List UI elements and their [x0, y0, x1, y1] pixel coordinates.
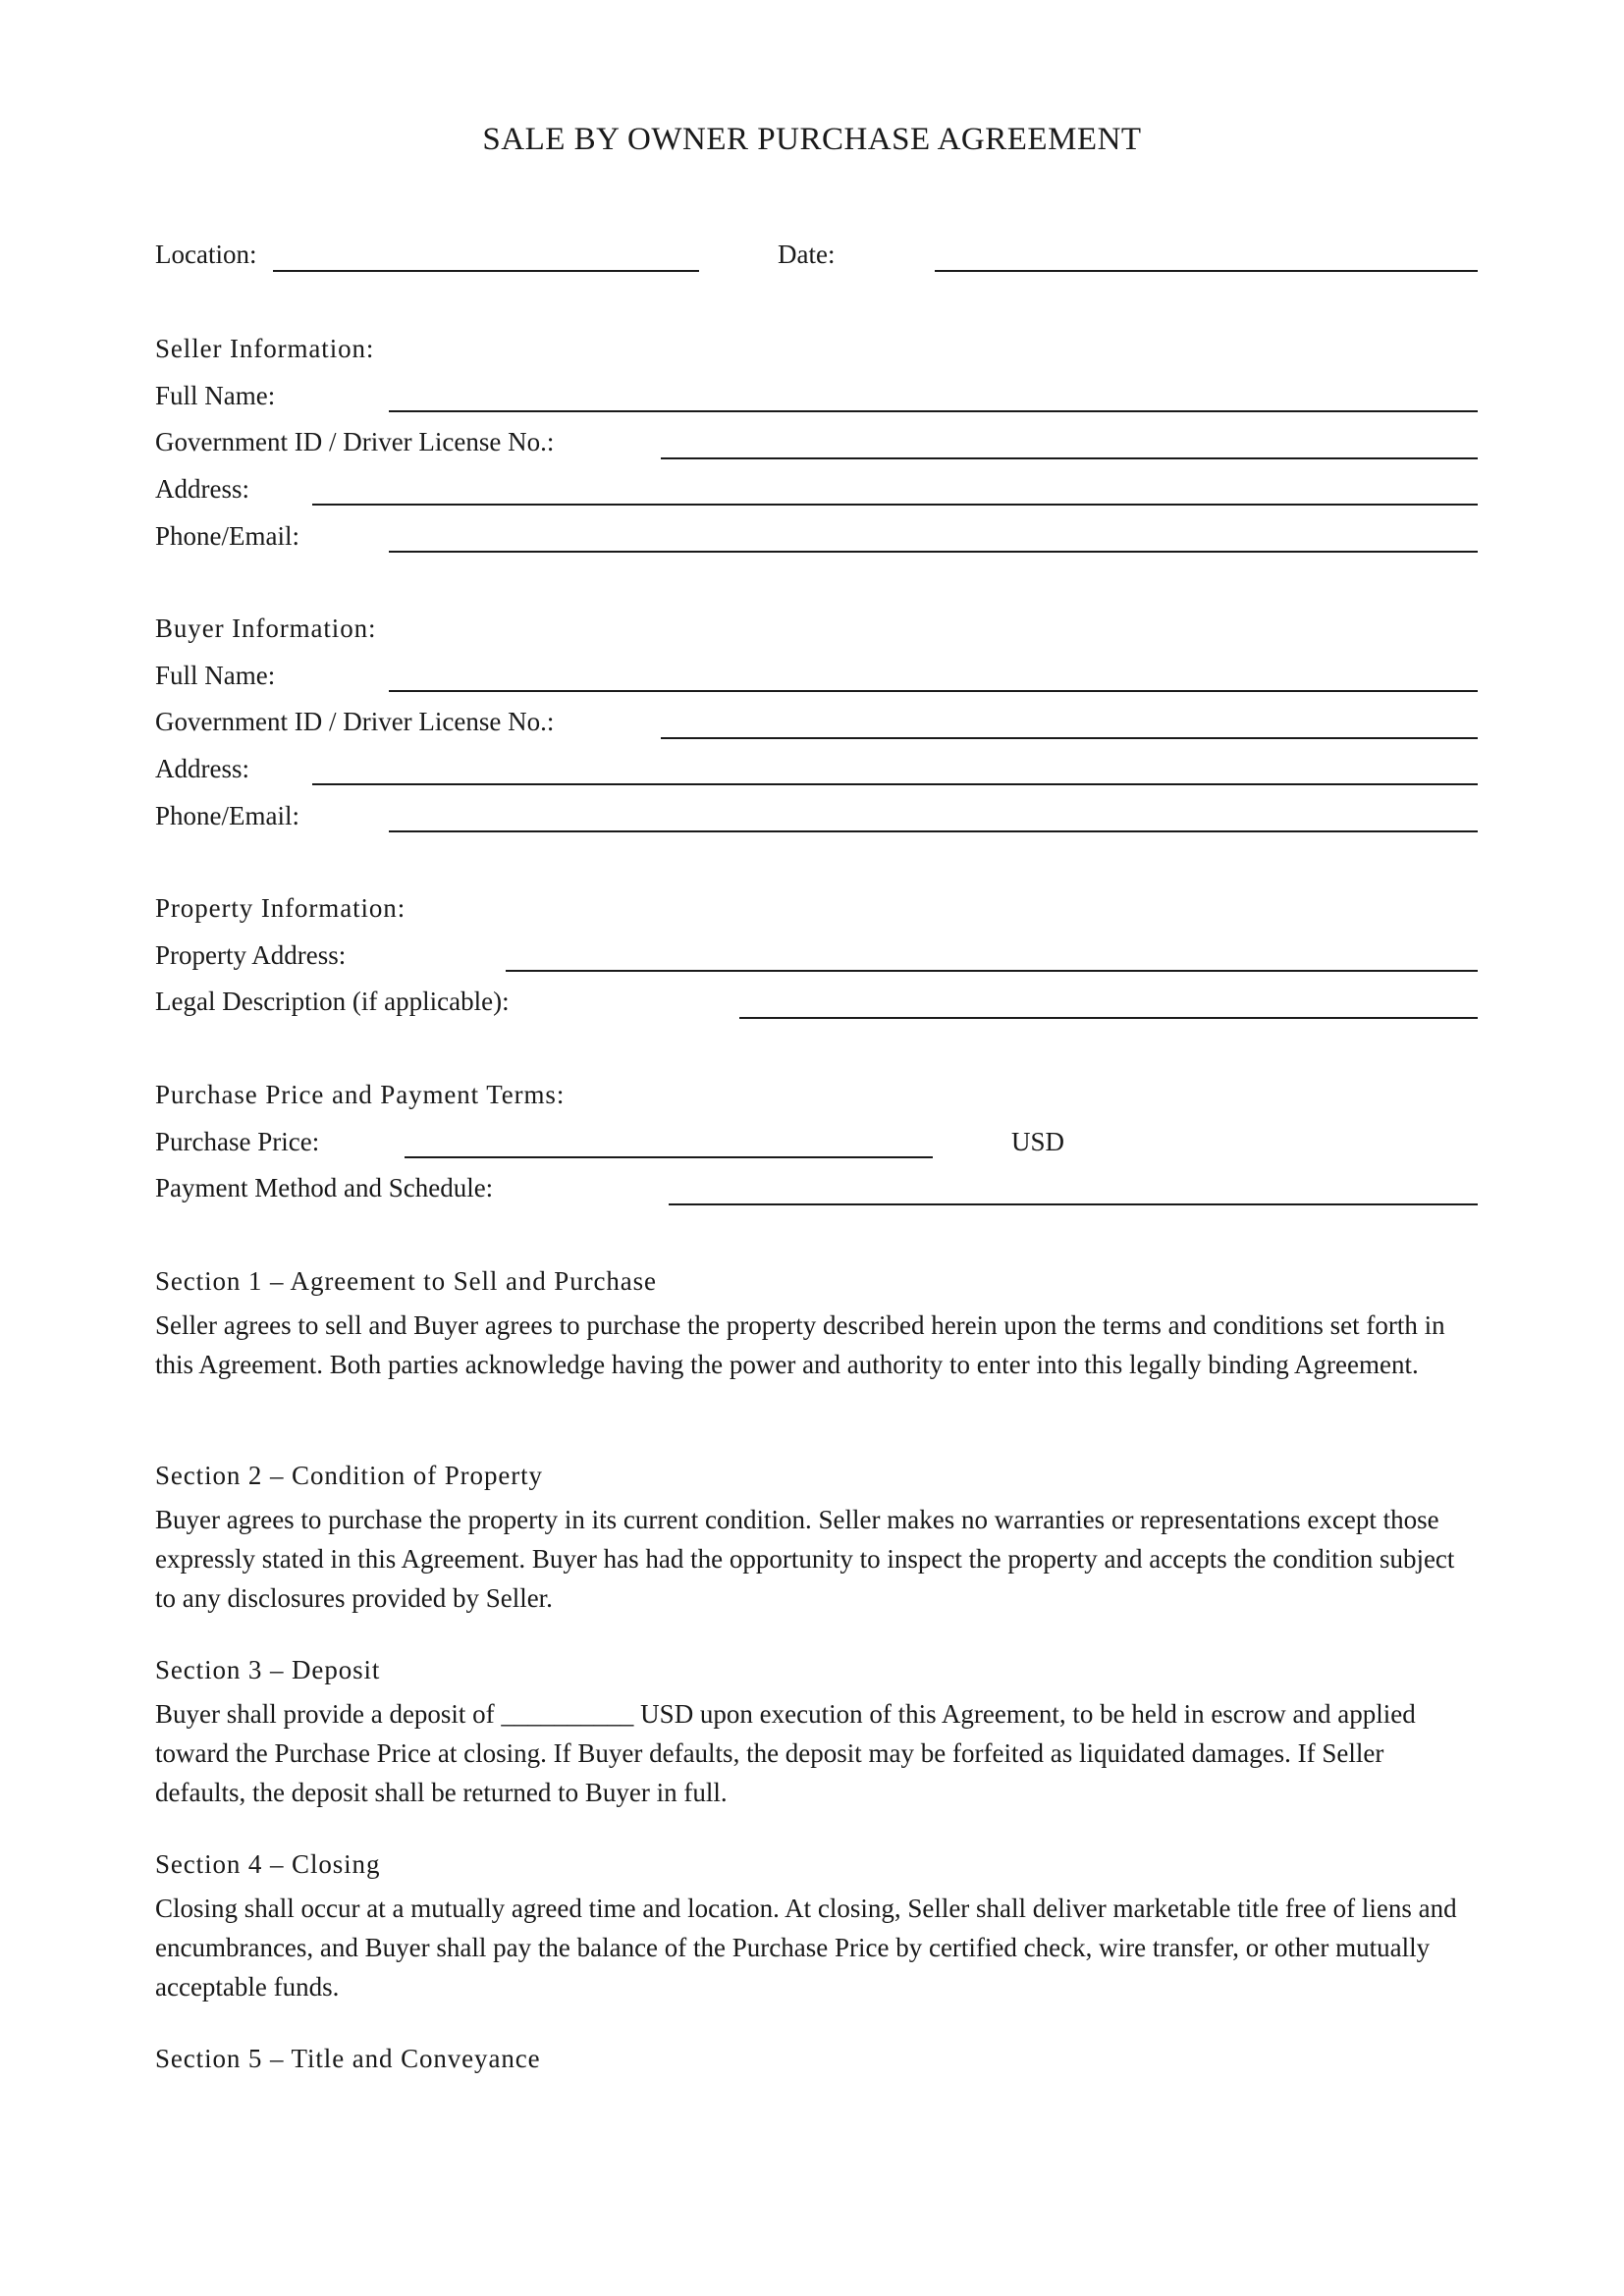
buyer-full-name-label: Full Name: [155, 661, 276, 690]
section-3-heading: Section 3 – Deposit [155, 1655, 381, 1684]
legal-description-field-line[interactable] [739, 1017, 1478, 1019]
seller-full-name-label: Full Name: [155, 381, 276, 410]
seller-info-heading: Seller Information: [155, 334, 375, 363]
currency-label: USD [1011, 1127, 1065, 1156]
location-field-line[interactable] [273, 270, 699, 272]
property-address-label: Property Address: [155, 940, 347, 970]
section-2-body: Buyer agrees to purchase the property in its current condition. Seller makes no warranties or representations except those expressly stated in this Agreement. Buyer has had the opportunity to inspect the property and accepts the condition subject to any disclosures provided by Seller. [155, 1505, 1455, 1613]
payment-method-field-line[interactable] [669, 1203, 1478, 1205]
seller-full-name-field-line[interactable] [389, 410, 1478, 412]
date-label: Date: [778, 240, 836, 269]
location-label: Location: [155, 240, 257, 269]
section-4-body: Closing shall occur at a mutually agreed time and location. At closing, Seller shall deliver marketable title free of liens and encumbrances, and Buyer shall pay the balance of the Purchase Price by certified check, wire transfer, or other mutually acceptable funds. [155, 1894, 1457, 2002]
buyer-info-heading: Buyer Information: [155, 614, 377, 643]
seller-phone-email-field-line[interactable] [389, 551, 1478, 553]
section-1-body: Seller agrees to sell and Buyer agrees to purchase the property described herein upon the terms and conditions set forth in this Agreement. Both parties acknowledge having the power and authority to enter into this legally binding Agreement. [155, 1310, 1445, 1379]
buyer-address-label: Address: [155, 754, 249, 783]
payment-method-label: Payment Method and Schedule: [155, 1173, 494, 1202]
seller-gov-id-label: Government ID / Driver License No.: [155, 427, 555, 456]
buyer-gov-id-label: Government ID / Driver License No.: [155, 707, 555, 736]
legal-description-label: Legal Description (if applicable): [155, 987, 510, 1016]
property-address-field-line[interactable] [506, 970, 1478, 972]
section-3-body: Buyer shall provide a deposit of __________ USD upon execution of this Agreement, to be held in escrow and applied toward the Purchase Price at closing. If Buyer defaults, the deposit may be forfeited as liquidated damages. If Seller defaults, the deposit shall be returned to Buyer in full. [155, 1699, 1416, 1807]
document-title: SALE BY OWNER PURCHASE AGREEMENT [482, 122, 1142, 157]
section-5-heading: Section 5 – Title and Conveyance [155, 2044, 541, 2073]
buyer-phone-email-field-line[interactable] [389, 830, 1478, 832]
date-field-line[interactable] [935, 270, 1478, 272]
seller-gov-id-field-line[interactable] [661, 457, 1478, 459]
section-1-heading: Section 1 – Agreement to Sell and Purchase [155, 1266, 657, 1296]
buyer-address-field-line[interactable] [312, 783, 1478, 785]
seller-address-field-line[interactable] [312, 504, 1478, 506]
section-4-heading: Section 4 – Closing [155, 1849, 381, 1879]
buyer-full-name-field-line[interactable] [389, 690, 1478, 692]
property-info-heading: Property Information: [155, 893, 406, 923]
seller-phone-email-label: Phone/Email: [155, 521, 299, 551]
buyer-gov-id-field-line[interactable] [661, 737, 1478, 739]
section-2-heading: Section 2 – Condition of Property [155, 1461, 543, 1490]
payment-terms-heading: Purchase Price and Payment Terms: [155, 1080, 566, 1109]
purchase-price-field-line[interactable] [405, 1156, 933, 1158]
seller-address-label: Address: [155, 474, 249, 504]
purchase-price-label: Purchase Price: [155, 1127, 320, 1156]
buyer-phone-email-label: Phone/Email: [155, 801, 299, 830]
